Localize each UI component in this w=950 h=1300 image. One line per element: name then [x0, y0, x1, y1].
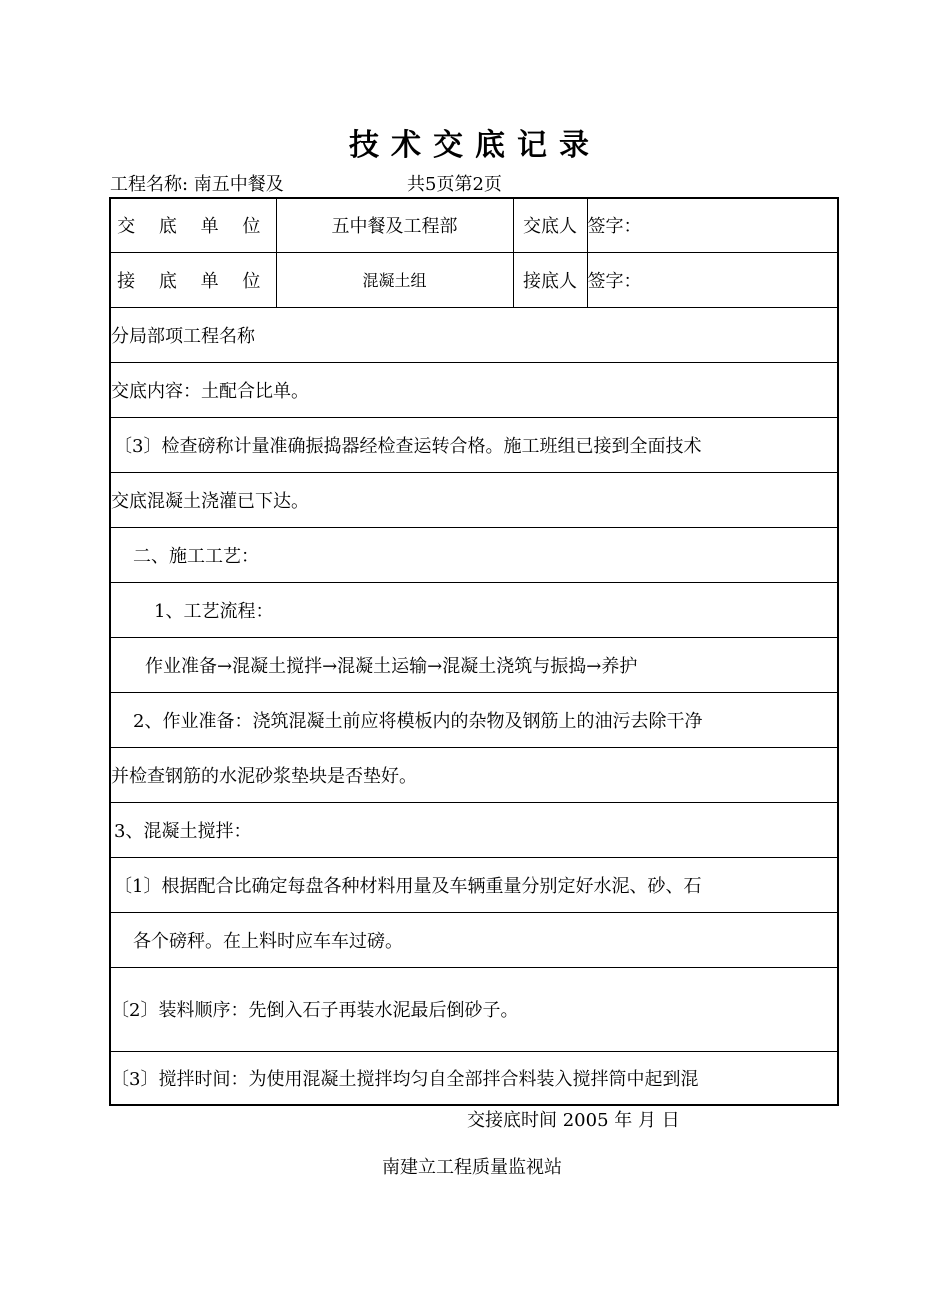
disclosing-unit-label: 交 底 单 位 — [110, 198, 276, 252]
page-info: 共5页第2页 — [407, 174, 502, 195]
content-line: 〔3〕搅拌时间：为使用混凝土搅拌均匀自全部拌合料装入搅拌筒中起到混 — [110, 1051, 838, 1105]
disclosing-unit-value: 五中餐及工程部 — [276, 198, 513, 252]
station-name: 南建立工程质量监视站 — [382, 1157, 562, 1178]
content-line: 〔1〕根据配合比确定每盘各种材料用量及车辆重量分别定好水泥、砂、石 — [110, 857, 838, 912]
document-title: 技术交底记录 — [349, 128, 601, 163]
content-line: 〔2〕装料顺序：先倒入石子再装水泥最后倒砂子。 — [110, 967, 838, 1051]
content-line: 分局部项工程名称 — [110, 307, 838, 362]
content-line: 3、混凝土搅拌： — [110, 802, 838, 857]
receiving-unit-value: 混凝土组 — [276, 252, 513, 307]
project-name: 工程名称: 南五中餐及 — [110, 174, 284, 195]
content-line: 交底混凝土浇灌已下达。 — [110, 472, 838, 527]
discloser-signature-field[interactable]: 签字： — [587, 198, 838, 252]
record-table — [109, 197, 839, 1106]
discloser-label: 交底人 — [513, 198, 587, 252]
receiver-signature-field[interactable]: 签字： — [587, 252, 838, 307]
content-line: 〔3〕检查磅称计量准确振捣器经检查运转合格。施工班组已接到全面技术 — [110, 417, 838, 472]
content-line: 2、作业准备：浇筑混凝土前应将模板内的杂物及钢筋上的油污去除干净 — [110, 692, 838, 747]
receiver-label: 接底人 — [513, 252, 587, 307]
content-line: 并检查钢筋的水泥砂浆垫块是否垫好。 — [110, 747, 838, 802]
disclosure-time: 交接底时间 2005 年 月 日 — [467, 1110, 680, 1131]
receiving-row — [110, 252, 838, 307]
content-line: 1、工艺流程： — [110, 582, 838, 637]
content-line: 二、施工工艺： — [110, 527, 838, 582]
content-line: 作业准备→混凝土搅拌→混凝土运输→混凝土浇筑与振捣→养护 — [110, 637, 838, 692]
disclosing-row — [110, 198, 838, 252]
receiving-unit-label: 接 底 单 位 — [110, 252, 276, 307]
content-line: 各个磅秤。在上料时应车车过磅。 — [110, 912, 838, 967]
content-line: 交底内容：土配合比单。 — [110, 362, 838, 417]
